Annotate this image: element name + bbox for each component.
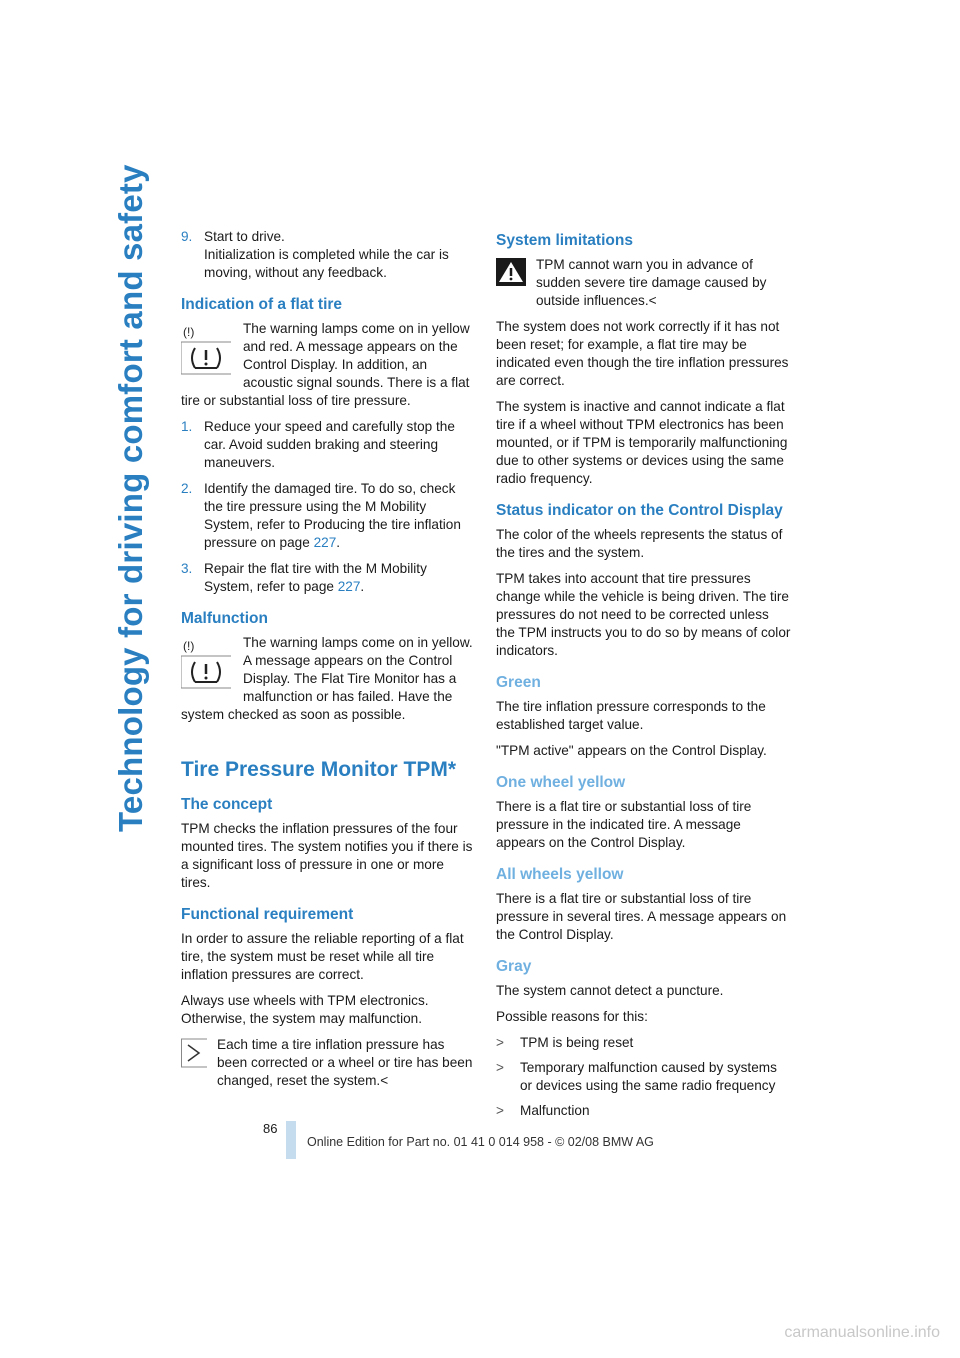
step-text-end: . xyxy=(336,535,341,550)
status-paragraph-1: The color of the wheels represents the status of the tires and the system. xyxy=(496,527,783,560)
bullet-marker: > xyxy=(496,1060,504,1075)
page-number: 86 xyxy=(263,1121,278,1136)
step-number: 2. xyxy=(181,481,193,496)
list-item xyxy=(496,1034,791,1052)
step-text: Reduce your speed and carefully stop the car. Avoid sudden braking and steering maneuvers. xyxy=(204,419,455,470)
green-heading: Green xyxy=(496,674,541,691)
limitations-warning: TPM cannot warn you in advance of sudden severe tire damage caused by outside influences.< xyxy=(536,257,767,308)
flat-step-3 xyxy=(181,560,475,596)
bullet-marker: > xyxy=(496,1035,504,1050)
watermark: carmanualsonline.info xyxy=(784,1324,940,1341)
right-column xyxy=(496,228,791,1127)
limitations-paragraph-2: The system is inactive and cannot indicate a flat tire if a wheel without TPM electronics has been mounted, or if TPM is temporarily malfunctioning due to other systems or devices using the same radio frequency. xyxy=(496,399,788,486)
svg-text:(!): (!) xyxy=(183,325,195,339)
all-wheels-paragraph: There is a flat tire or substantial loss of tire pressure in several tires. A message appears on the Control Display. xyxy=(496,891,787,942)
step-number: 1. xyxy=(181,419,193,434)
tpm-heading: Tire Pressure Monitor TPM* xyxy=(181,758,457,781)
concept-heading: The concept xyxy=(181,796,273,813)
flat-tire-paragraph: The warning lamps come on in yellow and red. A message appears on the Control Display. In addition, an acoustic signal sounds. There is a flat tire or substantial loss of tire pressure. xyxy=(181,321,470,408)
left-column xyxy=(181,228,475,1098)
list-item xyxy=(496,1102,791,1120)
functional-paragraph-2: Always use wheels with TPM electronics. Otherwise, the system may malfunction. xyxy=(181,993,429,1026)
functional-paragraph-1: In order to assure the reliable reporting of a flat tire, the system must be reset while all tire inflation pressures are correct. xyxy=(181,931,464,982)
step-subtext: Initialization is completed while the car is moving, without any feedback. xyxy=(204,247,449,280)
note-icon xyxy=(181,1038,207,1073)
list-item xyxy=(496,1059,791,1095)
flat-tire-warning-icon xyxy=(181,636,233,695)
list-item-text: Temporary malfunction caused by systems or devices using the same radio frequency xyxy=(520,1060,777,1093)
footer-text: Online Edition for Part no. 01 41 0 014 958 - © 02/08 BMW AG xyxy=(307,1135,654,1149)
green-paragraph-2: "TPM active" appears on the Control Display. xyxy=(496,743,767,758)
step-text: Identify the damaged tire. To do so, check the tire pressure using the M Mobility System, refer to Producing the tire inflation pressure on page xyxy=(204,481,461,550)
limitations-paragraph-1: The system does not work correctly if it has not been reset; for example, a flat tire may be indicated even though the tire inflation pressures are correct. xyxy=(496,319,789,388)
step-text-end: . xyxy=(360,579,365,594)
one-wheel-paragraph: There is a flat tire or substantial loss of tire pressure in the indicated tire. A message appears on the Control Display. xyxy=(496,799,752,850)
side-title: Technology for driving comfort and safety xyxy=(112,164,149,832)
flat-step-2 xyxy=(181,480,475,552)
one-wheel-yellow-heading: One wheel yellow xyxy=(496,774,626,791)
flat-tire-warning-icon xyxy=(181,322,233,381)
all-wheels-yellow-heading: All wheels yellow xyxy=(496,866,624,883)
flat-tire-heading: Indication of a flat tire xyxy=(181,296,343,313)
list-item-text: Malfunction xyxy=(520,1103,590,1118)
gray-heading: Gray xyxy=(496,958,532,975)
malfunction-heading: Malfunction xyxy=(181,610,268,627)
page-link-227[interactable]: 227 xyxy=(337,579,361,594)
warning-triangle-icon xyxy=(496,258,526,291)
page-link-227[interactable]: 227 xyxy=(313,535,337,550)
step-number: 9. xyxy=(181,229,193,244)
functional-note: Each time a tire inflation pressure has been corrected or a wheel or tire has been changed, reset the system.< xyxy=(217,1037,473,1088)
gray-paragraph-1: The system cannot detect a puncture. xyxy=(496,983,724,998)
status-paragraph-2: TPM takes into account that tire pressures change while the vehicle is being driven. The tire pressures do not need to be corrected unless the TPM instructs you to do so by means of color indicators. xyxy=(496,571,791,658)
concept-paragraph: TPM checks the inflation pressures of the four mounted tires. The system notifies you if there is a significant loss of pressure in one or more tires. xyxy=(181,821,473,890)
list-item-text: TPM is being reset xyxy=(520,1035,634,1050)
step-number: 3. xyxy=(181,561,193,576)
flat-step-1 xyxy=(181,418,475,472)
step-text: Start to drive. xyxy=(204,229,285,244)
bullet-marker: > xyxy=(496,1103,504,1118)
green-paragraph-1: The tire inflation pressure corresponds to the established target value. xyxy=(496,699,766,732)
step-9 xyxy=(181,228,475,282)
malfunction-paragraph: The warning lamps come on in yellow. A message appears on the Control Display. The Flat Tire Monitor has a malfunction or has failed. Have the system checked as soon as possible. xyxy=(181,635,473,722)
step-text: Repair the flat tire with the M Mobility System, refer to page xyxy=(204,561,427,594)
status-indicator-heading: Status indicator on the Control Display xyxy=(496,502,783,519)
svg-text:(!): (!) xyxy=(183,639,195,653)
gray-paragraph-2: Possible reasons for this: xyxy=(496,1009,648,1024)
footer-bar xyxy=(286,1121,296,1159)
system-limitations-heading: System limitations xyxy=(496,232,633,249)
functional-requirement-heading: Functional requirement xyxy=(181,906,354,923)
